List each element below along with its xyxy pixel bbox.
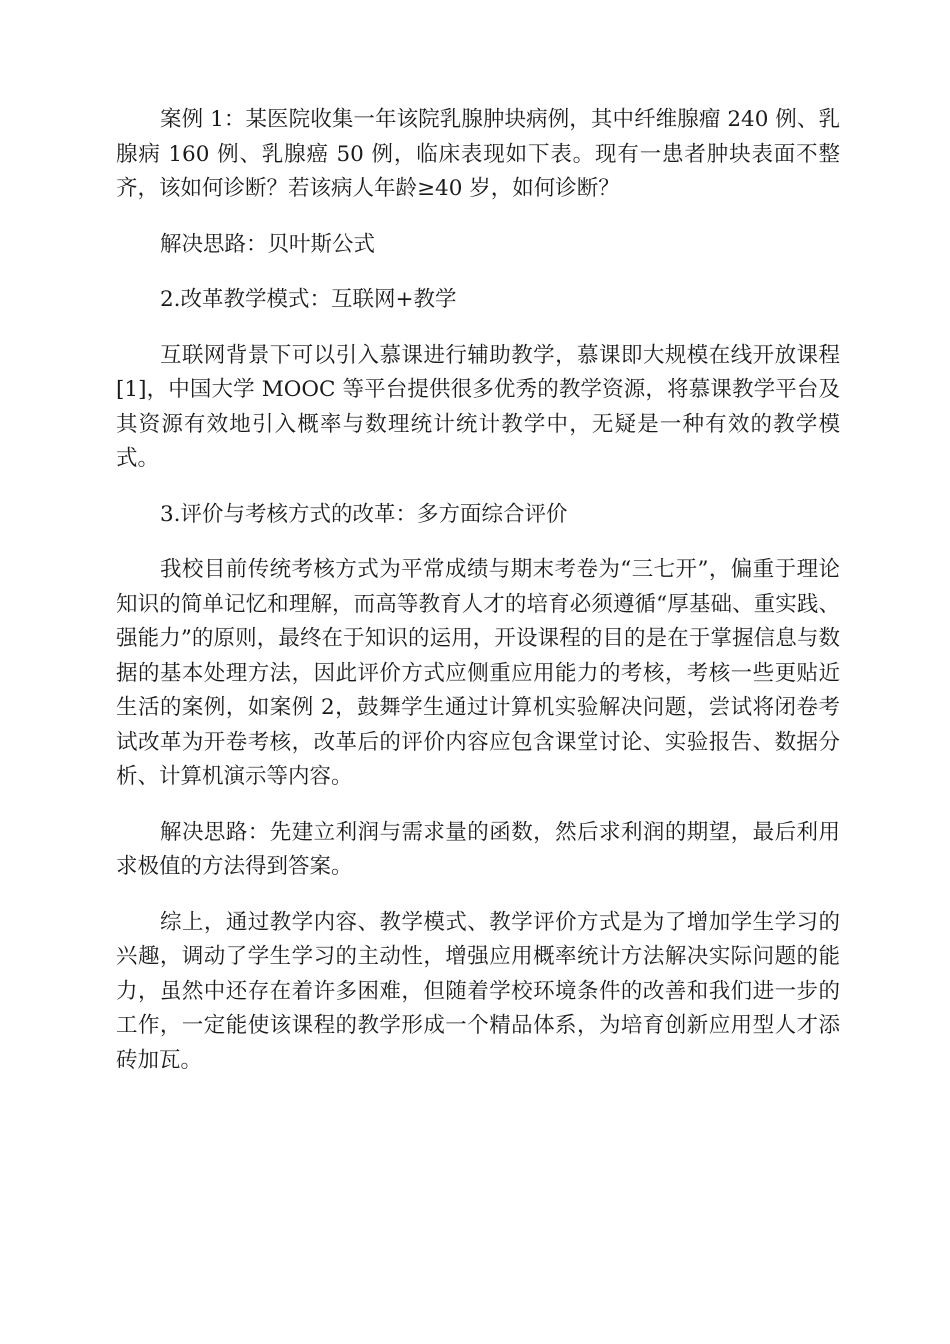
paragraph-case-1: 案例 1：某医院收集一年该院乳腺肿块病例，其中纤维腺瘤 240 例、乳腺病 160 例、乳腺癌 50 例，临床表现如下表。现有一患者肿块表面不整齐，该如何诊断？若该病人年龄≥40 岁，如何诊断？ (116, 107, 840, 201)
paragraph-conclusion: 综上，通过教学内容、教学模式、教学评价方式是为了增加学生学习的兴趣，调动了学生学习的主动性，增强应用概率统计方法解决实际问题的能力，虽然中还存在着许多困难，但随着学校环境条件的改善和我们进一步的工作，一定能使该课程的教学形成一个精品体系，为培育创新应用型人才添砖加瓦。 (116, 909, 840, 1073)
paragraph-mooc: 互联网背景下可以引入慕课进行辅助教学，慕课即大规模在线开放课程[1]，中国大学 MOOC 等平台提供很多优秀的教学资源，将慕课教学平台及其资源有效地引入概率与数理统计统计教学中，无疑是一种有效的教学模式。 (116, 342, 840, 471)
paragraph-assessment: 我校目前传统考核方式为平常成绩与期末考卷为“三七开”，偏重于理论知识的简单记忆和理解，而高等教育人才的培育必须遵循“厚基础、重实践、强能力”的原则，最终在于知识的运用，开设课程的目的是在于掌握信息与数据的基本处理方法，因此评价方式应侧重应用能力的考核，考核一些更贴近生活的案例，如案例 2，鼓舞学生通过计算机实验解决问题，尝试将闭卷考试改革为开卷考核，改革后的评价内容应包含课堂讨论、实验报告、数据分析、计算机演示等内容。 (116, 557, 840, 789)
paragraph-solution-profit: 解决思路：先建立利润与需求量的函数，然后求利润的期望，最后利用求极值的方法得到答案。 (116, 819, 840, 879)
section-heading-evaluation: 3.评价与考核方式的改革：多方面综合评价 (160, 501, 568, 527)
document-body (116, 103, 840, 1099)
section-heading-teaching-mode: 2.改革教学模式：互联网+教学 (160, 287, 457, 312)
paragraph-solution-bayes: 解决思路：贝叶斯公式 (160, 231, 376, 257)
